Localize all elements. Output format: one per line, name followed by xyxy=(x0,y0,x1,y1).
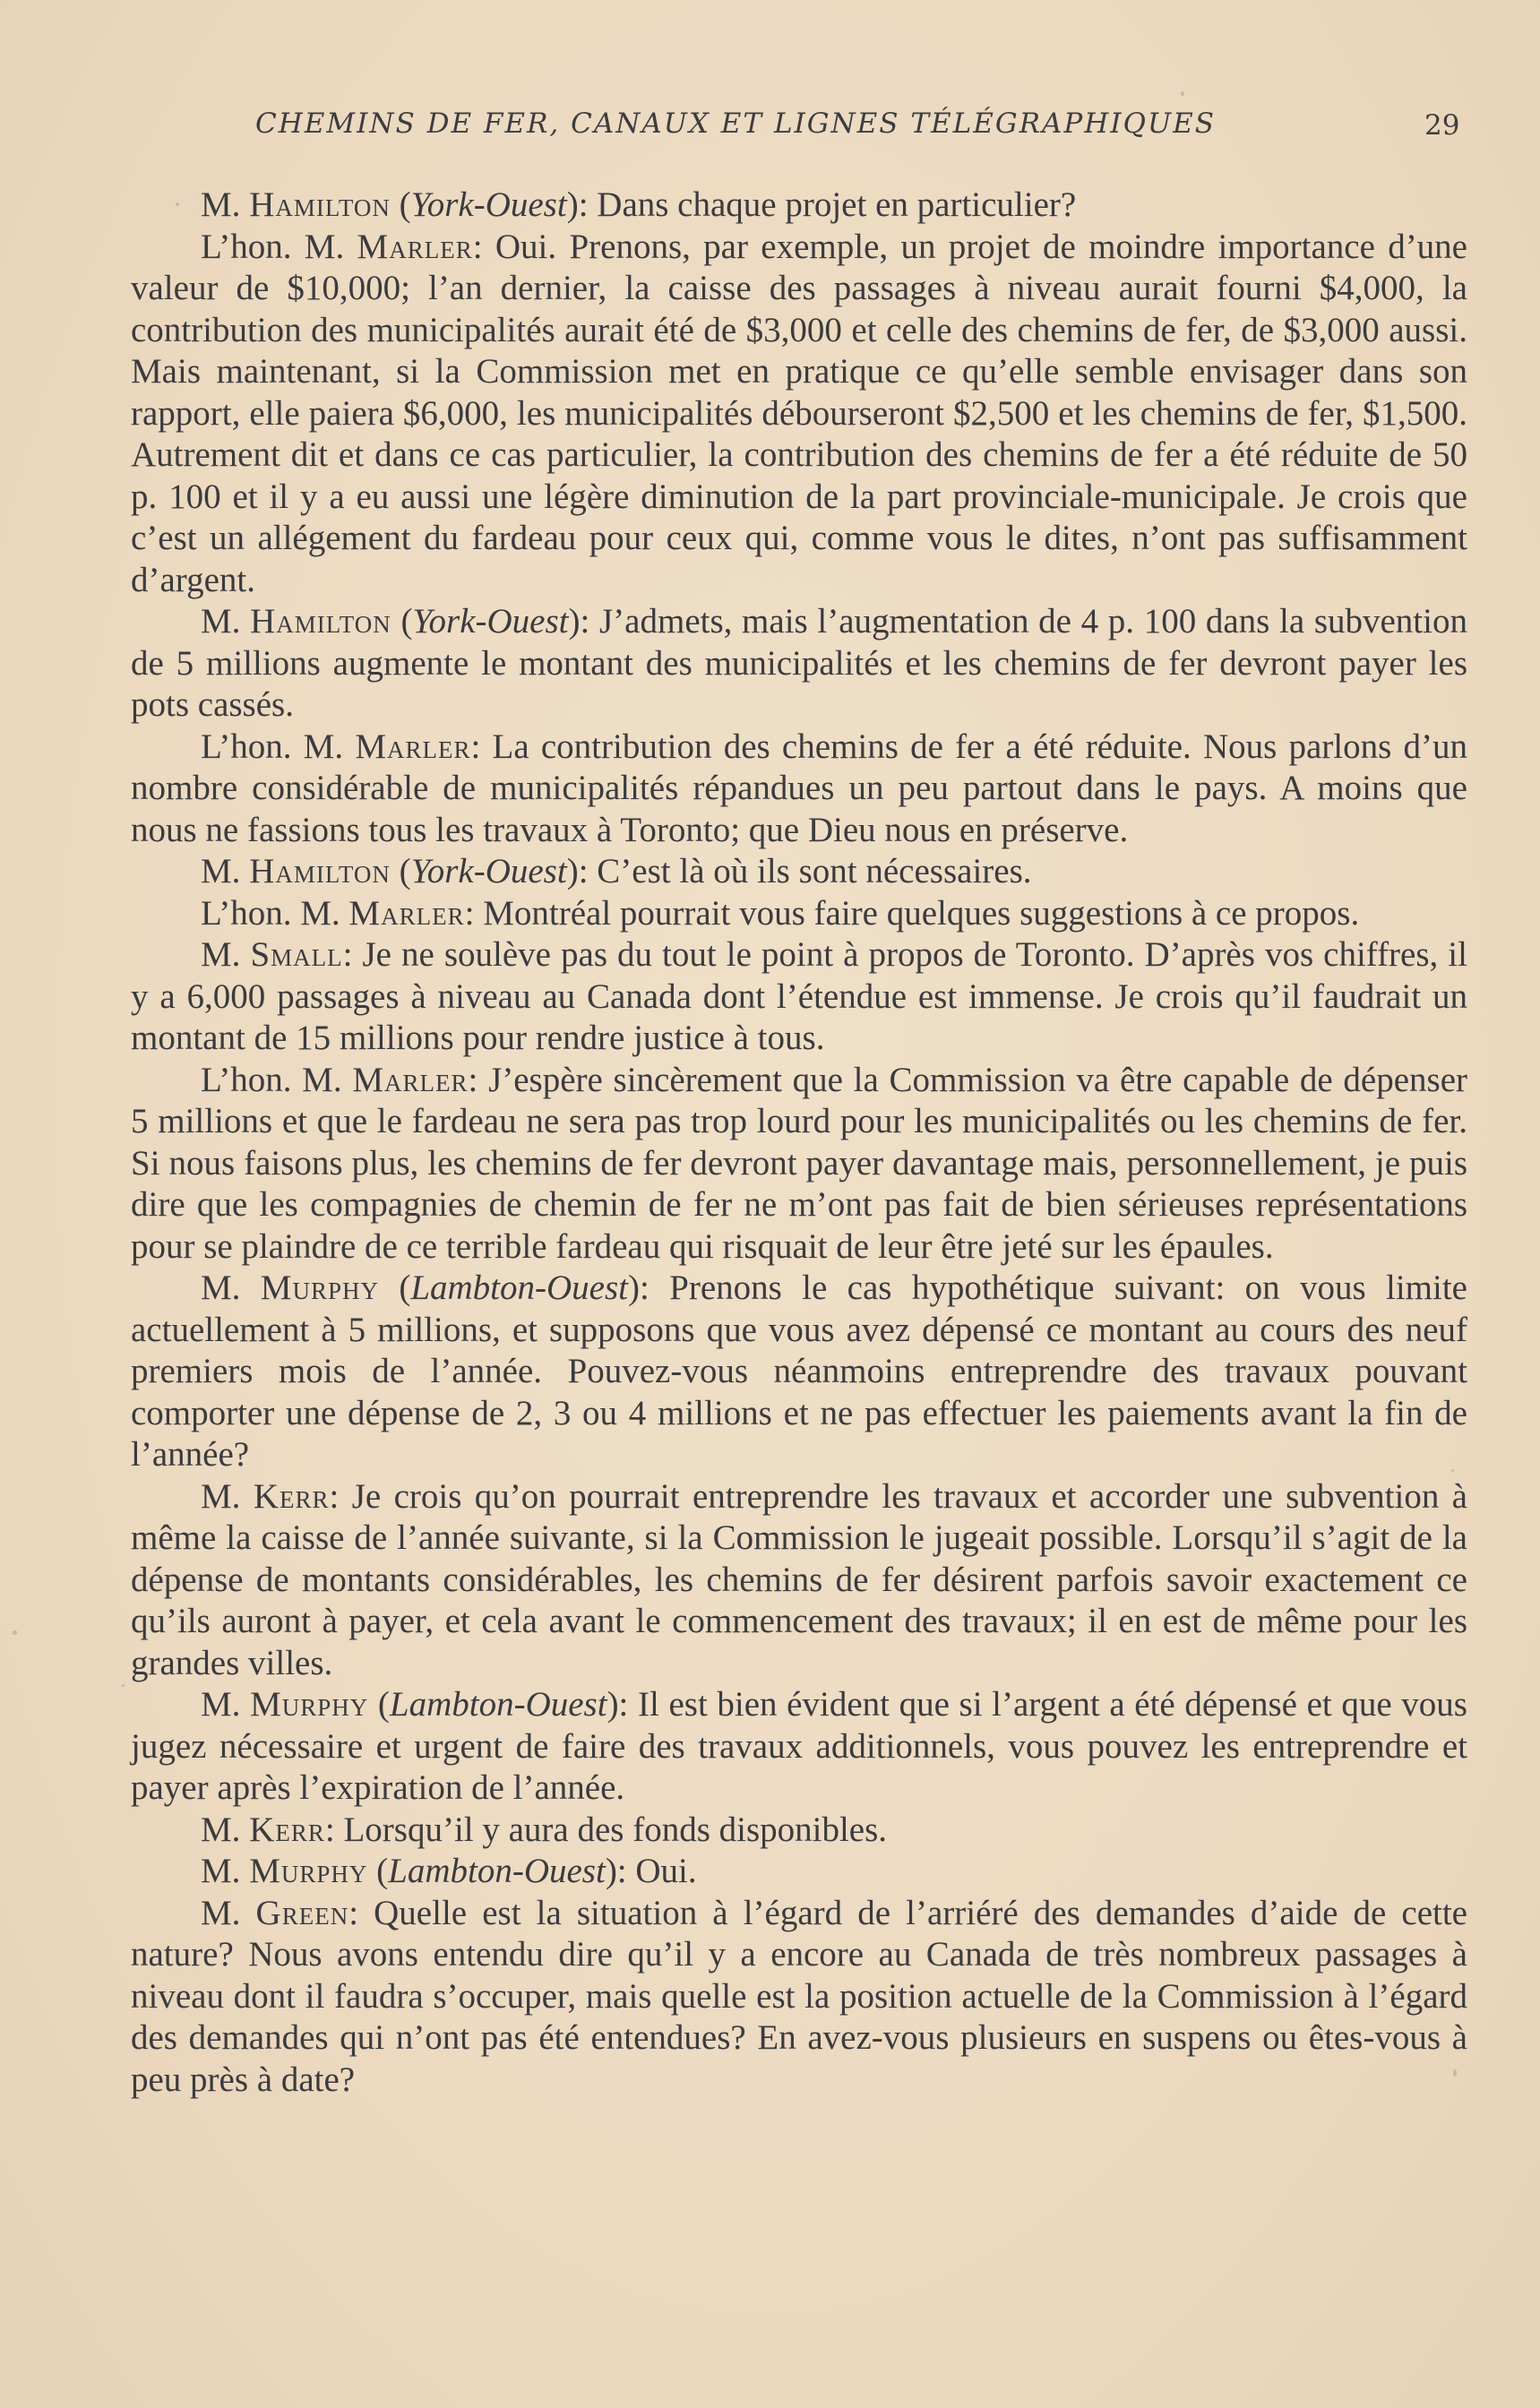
paper-speck xyxy=(122,1684,125,1687)
speaker-name: Marler xyxy=(352,1060,469,1099)
speech-text: Montréal pourrait vous faire quelques suggestions à ce propos. xyxy=(474,893,1360,933)
paragraph: M. Kerr: Je crois qu’on pourrait entreprendre les travaux et accorder une subvention à même la caisse de l’année suivante, si la Commission le jugeait possible. Lorsqu’il s’agit de la dépense de montants considérables, les chemins de fer désirent parfois savoir exactement ce qu’ils auront à payer, et cela avant le commencement des travaux; il en est de même pour les grandes villes. xyxy=(131,1476,1467,1682)
speaker-name: Hamilton xyxy=(250,602,391,641)
speech-text: Je ne soulève pas du tout le point à propos de Toronto. D’après vos chiffres, il y a 6,000 passages à niveau au Canada dont l’étendue est immense. Je crois qu’il faudrait un montant de 15 millions pour rendre justice à tous. xyxy=(131,935,1467,1057)
paper-speck xyxy=(176,202,179,206)
speaker-name: Marler xyxy=(348,893,465,933)
paper-speck xyxy=(1453,2069,1457,2077)
riding-name: Lambton-Ouest xyxy=(410,1268,628,1307)
riding-name: York-Ouest xyxy=(412,602,569,641)
page-number: 29 xyxy=(1424,109,1460,142)
speaker-name: Kerr xyxy=(253,1476,330,1516)
speaker-name: Murphy xyxy=(250,1685,369,1724)
paragraph: M. Green: Quelle est la situation à l’égard de l’arriéré des demandes d’aide de cette nature? Nous avons entendu dire qu’il y a encore au Canada de très nombreux passages à niveau dont il faudra s’occuper, mais quelle est la position actuelle de la Commission à l’égard des demandes qui n’ont pas été entendues? En avez-vous plusieurs en suspens ou êtes-vous à peu près à date? xyxy=(131,1893,1467,2099)
speech-text: Dans chaque projet en particulier? xyxy=(588,185,1077,224)
speaker-name: Murphy xyxy=(260,1268,379,1307)
speech-text: Oui. Prenons, par exemple, un projet de moindre importance d’une valeur de $10,000; l’an dernier, la caisse des passages à niveau aurait fourni $4,000, la contribution des municipalités aurait été de $3,000 et celle des chemins de fer, de $3,000 aussi. Mais maintenant, si la Commission met en pratique ce qu’elle semble envisager dans son rapport, elle paiera $6,000, les municipalités débourseront $2,500 et les chemins de fer, $1,500. Autrement dit et dans ce cas particulier, la contribution des chemins de fer a été réduite de 50 p. 100 et il y a eu aussi une légère diminution de la part provinciale-municipale. Je crois que c’est un allégement du fardeau pour ceux qui, comme vous le dites, n’ont pas suffisamment d’argent. xyxy=(131,227,1467,599)
speech-text: Je crois qu’on pourrait entreprendre les travaux et accorder une subvention à même la caisse de l’année suivante, si la Commission le jugeait possible. Lorsqu’il s’agit de la dépense de montants considérables, les chemins de fer désirent parfois savoir exactement ce qu’ils auront à payer, et cela avant le commencement des travaux; il en est de même pour les grandes villes. xyxy=(131,1476,1467,1682)
paragraph: L’hon. M. Marler: J’espère sincèrement que la Commission va être capable de dépenser 5 millions et que le fardeau ne sera pas trop lourd pour les municipalités ou les chemins de fer. Si nous faisons plus, les chemins de fer devront payer davantage mais, personnellement, je puis dire que les compagnies de chemin de fer ne m’ont pas fait de bien sérieuses représentations pour se plaindre de ce terrible fardeau qui risquait de leur être jeté sur les épaules. xyxy=(131,1060,1467,1266)
speaker-name: Murphy xyxy=(249,1852,368,1890)
paragraph: M. Hamilton (York-Ouest): Dans chaque projet en particulier? xyxy=(201,185,1077,224)
paper-speck xyxy=(1451,1469,1454,1472)
riding-name: York-Ouest xyxy=(410,852,567,890)
riding-name: Lambton-Ouest xyxy=(388,1852,606,1890)
speaker-name: Marler xyxy=(357,227,473,266)
paragraph: M. Murphy (Lambton-Ouest): Il est bien évident que si l’argent a été dépensé et que vous jugez nécessaire et urgent de faire des travaux additionnels, vous pouvez les entreprendre et payer après l’expiration de l’année. xyxy=(131,1685,1467,1807)
paragraph: L’hon. M. Marler: Montréal pourrait vous faire quelques suggestions à ce propos. xyxy=(201,893,1360,933)
paragraph: L’hon. M. Marler: Oui. Prenons, par exemple, un projet de moindre importance d’une valeur de $10,000; l’an dernier, la caisse des passages à niveau aurait fourni $4,000, la contribution des municipalités aurait été de $3,000 et celle des chemins de fer, de $3,000 aussi. Mais maintenant, si la Commission met en pratique ce qu’elle semble envisager dans son rapport, elle paiera $6,000, les municipalités débourseront $2,500 et les chemins de fer, $1,500. Autrement dit et dans ce cas particulier, la contribution des chemins de fer a été réduite de 50 p. 100 et il y a eu aussi une légère diminution de la part provinciale-municipale. Je crois que c’est un allégement du fardeau pour ceux qui, comme vous le dites, n’ont pas suffisamment d’argent. xyxy=(131,227,1467,599)
speech-text: Lorsqu’il y aura des fonds disponibles. xyxy=(334,1810,888,1849)
speaker-name: Green xyxy=(255,1893,349,1932)
speech-text: Il est bien évident que si l’argent a été dépensé et que vous jugez nécessaire et urgent de faire des travaux additionnels, vous pouvez les entreprendre et payer après l’expiration de l’année. xyxy=(131,1685,1467,1807)
paper-speck xyxy=(1181,91,1184,96)
speech-text: Oui. xyxy=(626,1852,697,1890)
paragraph: L’hon. M. Marler: La contribution des chemins de fer a été réduite. Nous parlons d’un nombre considérable de municipalités répandues un peu partout dans le pays. A moins que nous ne fassions tous les travaux à Toronto; que Dieu nous en préserve. xyxy=(131,727,1467,849)
paragraph: M. Small: Je ne soulève pas du tout le point à propos de Toronto. D’après vos chiffres, il y a 6,000 passages à niveau au Canada dont l’étendue est immense. Je crois qu’il faudrait un montant de 15 millions pour rendre justice à tous. xyxy=(131,935,1467,1057)
speaker-name: Marler xyxy=(355,727,471,766)
paragraph: M. Murphy (Lambton-Ouest): Oui. xyxy=(201,1852,697,1890)
speaker-name: Small xyxy=(250,935,343,974)
body-text xyxy=(131,185,1467,2101)
riding-name: York-Ouest xyxy=(410,185,567,224)
riding-name: Lambton-Ouest xyxy=(389,1685,607,1724)
paragraph: M. Hamilton (York-Ouest): J’admets, mais l’augmentation de 4 p. 100 dans la subvention de 5 millions augmente le montant des municipalités et les chemins de fer devront payer les pots cassés. xyxy=(131,602,1467,724)
running-title: CHEMINS DE FER, CANAUX ET LIGNES TÉLÉGRAPHIQUES xyxy=(255,108,1216,140)
paragraph: M. Murphy (Lambton-Ouest): Prenons le cas hypothétique suivant: on vous limite actuellement à 5 millions, et supposons que vous avez dépensé ce montant au cours des neuf premiers mois de l’année. Pouvez-vous néanmoins entreprendre des travaux pouvant comporter une dépense de 2, 3 ou 4 millions et ne pas effectuer les paiements avant la fin de l’année? xyxy=(131,1268,1467,1474)
speech-text: J’espère sincèrement que la Commission va être capable de dépenser 5 millions et que le fardeau ne sera pas trop lourd pour les municipalités ou les chemins de fer. Si nous faisons plus, les chemins de fer devront payer davantage mais, personnellement, je puis dire que les compagnies de chemin de fer ne m’ont pas fait de bien sérieuses représentations pour se plaindre de ce terrible fardeau qui risquait de leur être jeté sur les épaules. xyxy=(131,1060,1467,1266)
speaker-name: Kerr xyxy=(249,1810,325,1849)
paragraph: M. Kerr: Lorsqu’il y aura des fonds disponibles. xyxy=(201,1810,888,1849)
speech-text: Prenons le cas hypothétique suivant: on vous limite actuellement à 5 millions, et supposons que vous avez dépensé ce montant au cours des neuf premiers mois de l’année. Pouvez-vous néanmoins entreprendre des travaux pouvant comporter une dépense de 2, 3 ou 4 millions et ne pas effectuer les paiements avant la fin de l’année? xyxy=(131,1268,1467,1474)
speech-text: J’admets, mais l’augmentation de 4 p. 100 dans la subvention de 5 millions augmente le montant des municipalités et les chemins de fer devront payer les pots cassés. xyxy=(131,602,1467,724)
speech-text: Quelle est la situation à l’égard de l’arriéré des demandes d’aide de cette nature? Nous avons entendu dire qu’il y a encore au Canada de très nombreux passages à niveau dont il faudra s’occuper, mais quelle est la position actuelle de la Commission à l’égard des demandes qui n’ont pas été entendues? En avez-vous plusieurs en suspens ou êtes-vous à peu près à date? xyxy=(131,1893,1467,2099)
speech-text: C’est là où ils sont nécessaires. xyxy=(588,852,1032,890)
speaker-name: Hamilton xyxy=(249,185,391,224)
paper-speck xyxy=(13,1630,17,1635)
speaker-name: Hamilton xyxy=(249,852,391,890)
paragraph: M. Hamilton (York-Ouest): C’est là où ils sont nécessaires. xyxy=(201,852,1032,890)
speech-text: La contribution des chemins de fer a été réduite. Nous parlons d’un nombre considérable de municipalités répandues un peu partout dans le pays. A moins que nous ne fassions tous les travaux à Toronto; que Dieu nous en préserve. xyxy=(131,727,1467,849)
